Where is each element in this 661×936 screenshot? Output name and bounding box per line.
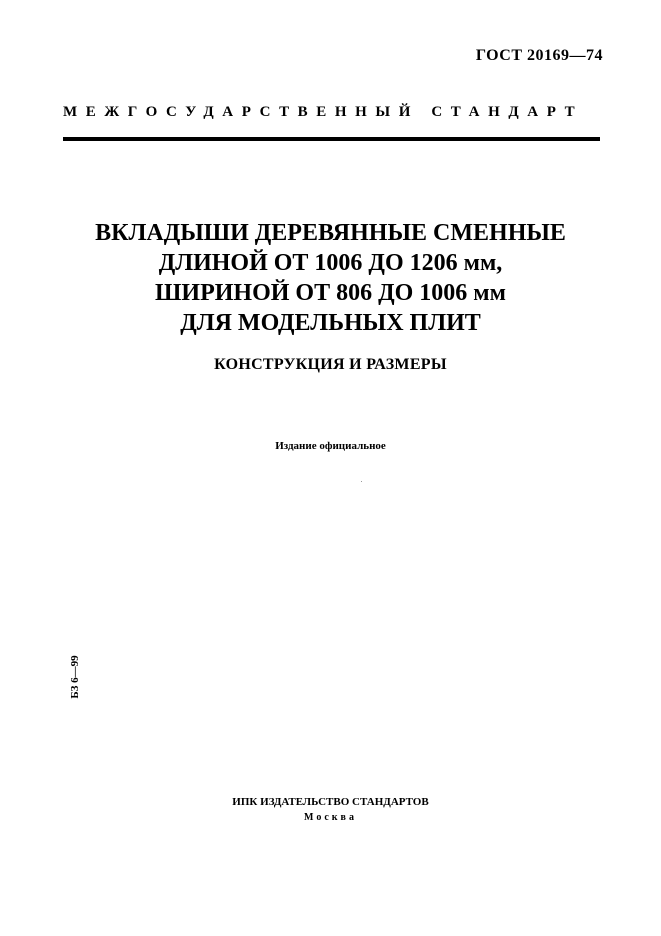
title-line-1: ВКЛАДЫШИ ДЕРЕВЯННЫЕ СМЕННЫЕ — [95, 220, 566, 246]
side-mark: БЗ 6—99 — [69, 655, 81, 699]
document-subtitle: КОНСТРУКЦИЯ И РАЗМЕРЫ — [214, 356, 447, 373]
publisher-name: ИПК ИЗДАТЕЛЬСТВО СТАНДАРТОВ — [232, 796, 429, 808]
title-line-3: ШИРИНОЙ ОТ 806 ДО 1006 мм — [155, 280, 506, 306]
document-title — [40, 218, 621, 338]
document-code: ГОСТ 20169—74 — [475, 47, 603, 64]
edition-note: Издание официальное — [275, 440, 386, 452]
title-line-4: ДЛЯ МОДЕЛЬНЫХ ПЛИТ — [180, 310, 481, 336]
header-rule — [63, 137, 600, 141]
publisher-city: Москва — [304, 812, 357, 823]
print-speck — [361, 481, 362, 482]
title-line-2: ДЛИНОЙ ОТ 1006 ДО 1206 мм, — [158, 250, 503, 276]
standard-type-heading: МЕЖГОСУДАРСТВЕННЫЙ СТАНДАРТ — [63, 104, 584, 120]
